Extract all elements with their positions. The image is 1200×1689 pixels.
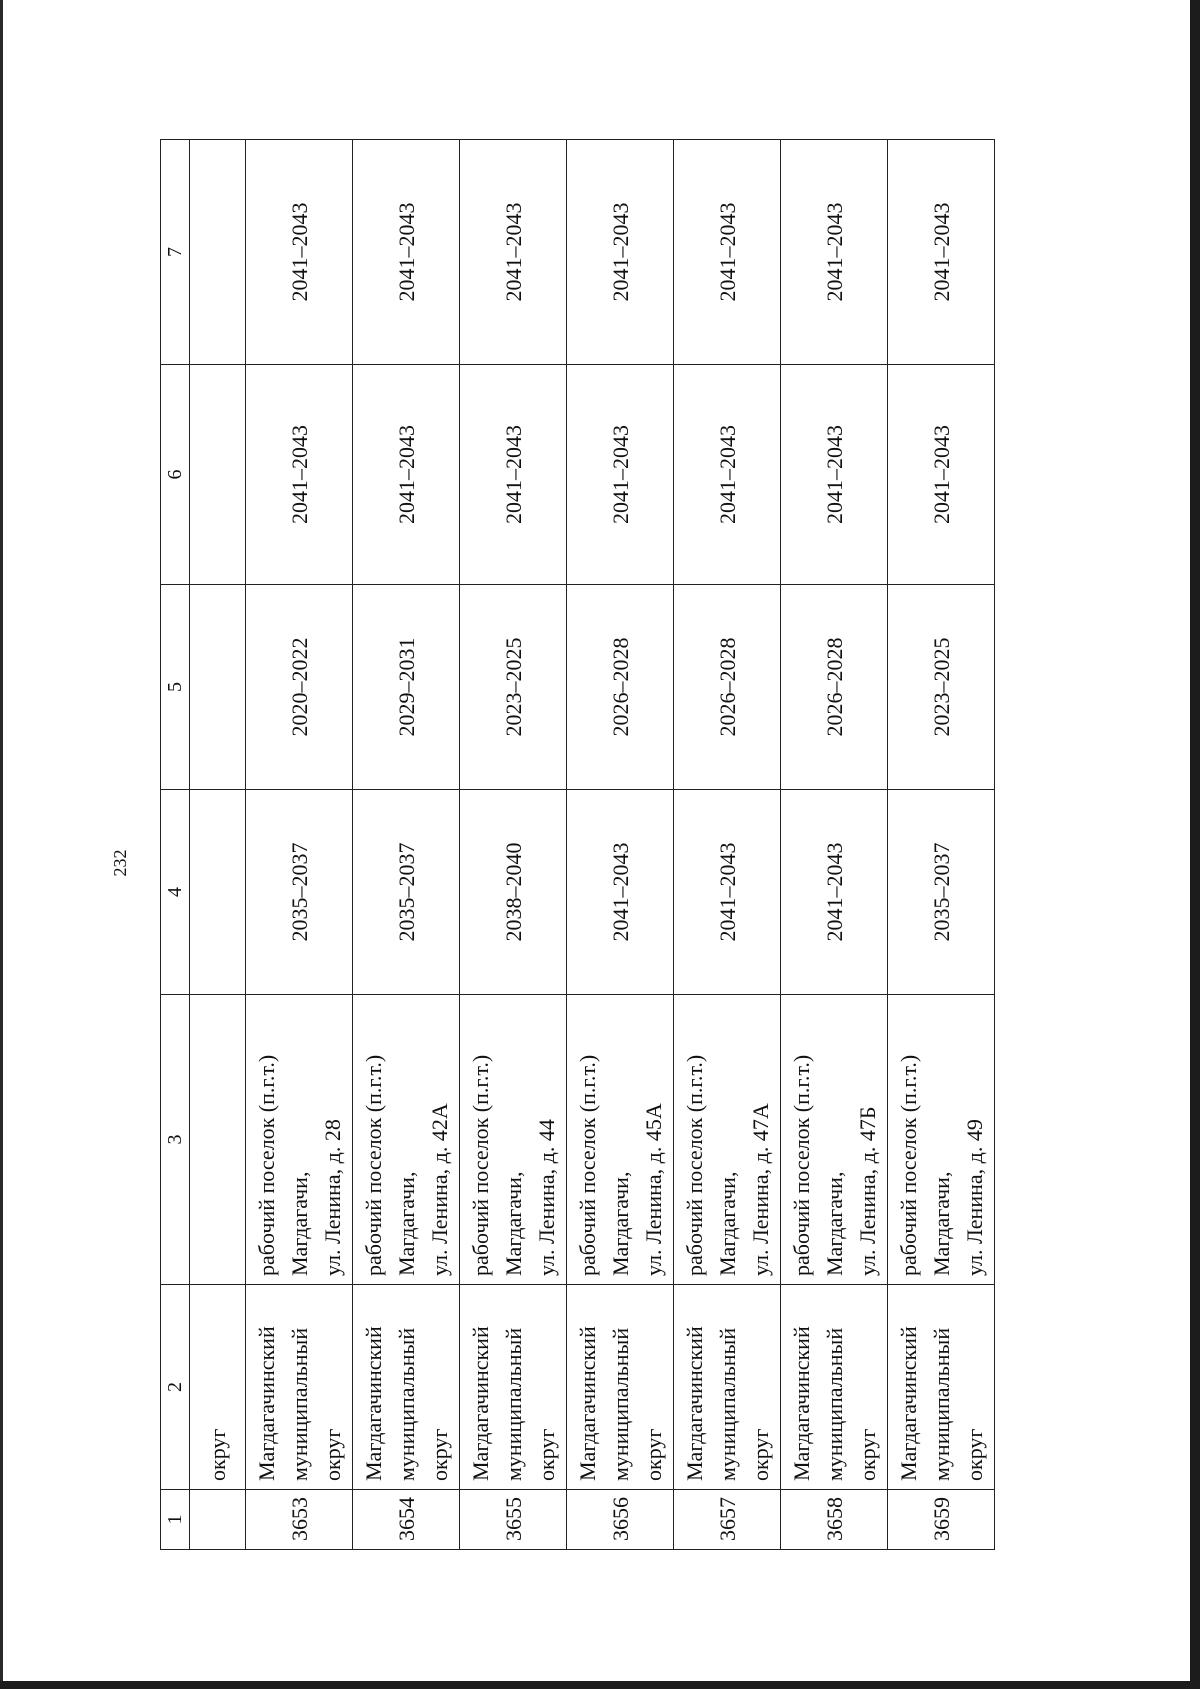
row-id: 3657 bbox=[674, 1490, 781, 1550]
municipality-cell-line: округ bbox=[533, 1428, 559, 1481]
rotated-table-container bbox=[160, 140, 990, 1550]
column-number: 2 bbox=[161, 1285, 190, 1490]
period-col5: 2023–2025 bbox=[888, 585, 995, 790]
municipality-cell-line: муниципальный bbox=[821, 1327, 847, 1481]
municipality-cell-line: Магдагачинский bbox=[253, 1326, 279, 1481]
page-number: 232 bbox=[109, 849, 130, 877]
municipality-cell-line: округ bbox=[854, 1428, 880, 1481]
address-cell-line: ул. Ленина, д. 47А bbox=[747, 1103, 773, 1276]
address-cell-line: Магдагачи, bbox=[821, 1171, 847, 1276]
row-id: 3655 bbox=[460, 1490, 567, 1550]
table-body bbox=[161, 140, 995, 1550]
period-col7: 2041–2043 bbox=[353, 140, 460, 365]
address-cell-line: ул. Ленина, д. 47Б bbox=[854, 1106, 880, 1276]
address-cell-line: рабочий поселок (п.г.т.) bbox=[467, 1054, 493, 1276]
municipality-cell-line: округ bbox=[961, 1428, 987, 1481]
municipality-cell-line: муниципальный bbox=[500, 1327, 526, 1481]
address-cell-line: ул. Ленина, д. 45А bbox=[640, 1103, 666, 1276]
scan-edge-left bbox=[0, 0, 3, 1689]
period-col6: 2041–2043 bbox=[460, 365, 567, 585]
municipality-cell bbox=[246, 1285, 353, 1490]
row-id: 3658 bbox=[781, 1490, 888, 1550]
address-cell bbox=[567, 995, 674, 1285]
municipality-cell-line: Магдагачинский bbox=[681, 1326, 707, 1481]
address-cell-line: Магдагачи, bbox=[500, 1171, 526, 1276]
address-cell-line: ул. Ленина, д. 28 bbox=[319, 1119, 345, 1276]
address-cell bbox=[353, 995, 460, 1285]
period-col4: 2041–2043 bbox=[674, 790, 781, 995]
address-cell-line: рабочий поселок (п.г.т.) bbox=[681, 1054, 707, 1276]
municipality-cell-line: Магдагачинский bbox=[895, 1326, 921, 1481]
municipality-cell-line: муниципальный bbox=[393, 1327, 419, 1481]
address-cell bbox=[781, 995, 888, 1285]
municipality-cell-line: Магдагачинский bbox=[574, 1326, 600, 1481]
municipality-cell-line: округ bbox=[426, 1428, 452, 1481]
table-cell bbox=[190, 365, 246, 585]
period-col6: 2041–2043 bbox=[567, 365, 674, 585]
municipality-cell-line: муниципальный bbox=[714, 1327, 740, 1481]
period-col4: 2041–2043 bbox=[567, 790, 674, 995]
register-table bbox=[160, 139, 995, 1550]
address-cell-line: Магдагачи, bbox=[714, 1171, 740, 1276]
table-row bbox=[353, 140, 460, 1550]
row-id: 3656 bbox=[567, 1490, 674, 1550]
address-cell-line: рабочий поселок (п.г.т.) bbox=[574, 1054, 600, 1276]
period-col7: 2041–2043 bbox=[888, 140, 995, 365]
column-number: 5 bbox=[161, 585, 190, 790]
address-cell-line: ул. Ленина, д. 49 bbox=[961, 1119, 987, 1276]
municipality-cell-line: округ bbox=[319, 1428, 345, 1481]
municipality-cell bbox=[674, 1285, 781, 1490]
municipality-cell-line: округ bbox=[640, 1428, 666, 1481]
period-col5: 2029–2031 bbox=[353, 585, 460, 790]
municipality-cell bbox=[888, 1285, 995, 1490]
table-cell bbox=[190, 140, 246, 365]
table-cell bbox=[190, 1490, 246, 1550]
column-number: 1 bbox=[161, 1490, 190, 1550]
municipality-cell bbox=[781, 1285, 888, 1490]
address-cell-line: Магдагачи, bbox=[286, 1171, 312, 1276]
scan-edge-bottom bbox=[0, 1681, 1200, 1689]
period-col7: 2041–2043 bbox=[246, 140, 353, 365]
row-id: 3654 bbox=[353, 1490, 460, 1550]
municipality-cell-line: муниципальный bbox=[286, 1327, 312, 1481]
period-col5: 2026–2028 bbox=[567, 585, 674, 790]
column-number: 3 bbox=[161, 995, 190, 1285]
column-number: 7 bbox=[161, 140, 190, 365]
period-col4: 2035–2037 bbox=[246, 790, 353, 995]
table-row bbox=[674, 140, 781, 1550]
period-col4: 2035–2037 bbox=[888, 790, 995, 995]
column-number: 4 bbox=[161, 790, 190, 995]
continuation-row bbox=[190, 140, 246, 1550]
municipality-cell-line: муниципальный bbox=[928, 1327, 954, 1481]
municipality-cell-line: Магдагачинский bbox=[360, 1326, 386, 1481]
table-row bbox=[246, 140, 353, 1550]
table-row bbox=[888, 140, 995, 1550]
period-col7: 2041–2043 bbox=[674, 140, 781, 365]
municipality-cell bbox=[460, 1285, 567, 1490]
period-col6: 2041–2043 bbox=[246, 365, 353, 585]
address-cell-line: Магдагачи, bbox=[928, 1171, 954, 1276]
municipality-cell bbox=[567, 1285, 674, 1490]
period-col7: 2041–2043 bbox=[460, 140, 567, 365]
address-cell bbox=[246, 995, 353, 1285]
address-cell-line: Магдагачи, bbox=[393, 1171, 419, 1276]
row-id: 3659 bbox=[888, 1490, 995, 1550]
column-number: 6 bbox=[161, 365, 190, 585]
period-col7: 2041–2043 bbox=[567, 140, 674, 365]
table-cell bbox=[190, 790, 246, 995]
continuation-text: округ bbox=[190, 1285, 246, 1490]
table-row bbox=[460, 140, 567, 1550]
table-cell bbox=[190, 585, 246, 790]
municipality-cell-line: Магдагачинский bbox=[788, 1326, 814, 1481]
address-cell-line: ул. Ленина, д. 42А bbox=[426, 1103, 452, 1276]
period-col5: 2023–2025 bbox=[460, 585, 567, 790]
period-col4: 2041–2043 bbox=[781, 790, 888, 995]
period-col7: 2041–2043 bbox=[781, 140, 888, 365]
address-cell bbox=[460, 995, 567, 1285]
table-row bbox=[781, 140, 888, 1550]
period-col6: 2041–2043 bbox=[353, 365, 460, 585]
address-cell-line: ул. Ленина, д. 44 bbox=[533, 1119, 559, 1276]
municipality-cell bbox=[353, 1285, 460, 1490]
address-cell-line: Магдагачи, bbox=[607, 1171, 633, 1276]
scan-edge-right bbox=[1190, 0, 1200, 1689]
address-cell-line: рабочий поселок (п.г.т.) bbox=[788, 1054, 814, 1276]
municipality-cell-line: Магдагачинский bbox=[467, 1326, 493, 1481]
period-col4: 2035–2037 bbox=[353, 790, 460, 995]
period-col6: 2041–2043 bbox=[888, 365, 995, 585]
period-col5: 2026–2028 bbox=[674, 585, 781, 790]
municipality-cell-line: муниципальный bbox=[607, 1327, 633, 1481]
address-cell-line: рабочий поселок (п.г.т.) bbox=[360, 1054, 386, 1276]
period-col5: 2020–2022 bbox=[246, 585, 353, 790]
table-row bbox=[567, 140, 674, 1550]
address-cell bbox=[888, 995, 995, 1285]
row-id: 3653 bbox=[246, 1490, 353, 1550]
address-cell-line: рабочий поселок (п.г.т.) bbox=[895, 1054, 921, 1276]
table-cell bbox=[190, 995, 246, 1285]
address-cell-line: рабочий поселок (п.г.т.) bbox=[253, 1054, 279, 1276]
address-cell bbox=[674, 995, 781, 1285]
period-col5: 2026–2028 bbox=[781, 585, 888, 790]
period-col4: 2038–2040 bbox=[460, 790, 567, 995]
period-col6: 2041–2043 bbox=[781, 365, 888, 585]
period-col6: 2041–2043 bbox=[674, 365, 781, 585]
column-number-row bbox=[161, 140, 190, 1550]
municipality-cell-line: округ bbox=[747, 1428, 773, 1481]
